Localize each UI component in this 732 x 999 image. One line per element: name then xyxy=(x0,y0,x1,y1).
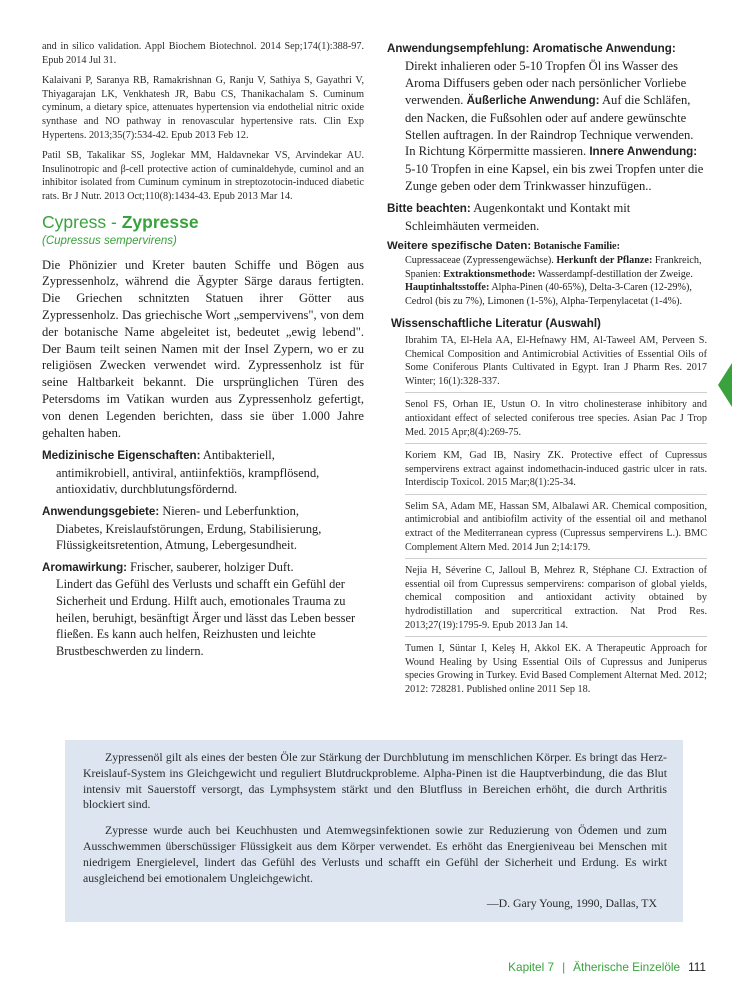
data-value: Frankreich, Spanien: xyxy=(405,254,702,280)
literature-item: Nejia H, Séverine C, Jalloul B, Mehrez R, Stéphane CJ. Extraction of essential oil from Cupressus sempervirens: comparison of global yields, chemical composition and antioxidant activity obtained by hydrodistillation and supercritical extraction. Nat Prod Res. 2013;27(19):1795-9. Epub 2013 Jan 14. xyxy=(405,564,707,637)
footer-chapter: Kapitel 7 xyxy=(508,960,555,974)
subsection-label: Äußerliche Anwendung: xyxy=(466,93,600,107)
subsection-label: Aromatische Anwendung: xyxy=(532,42,676,55)
section-text: Lindert das Gefühl des Verlusts und schafft ein Gefühl der Sicherheit und Erdung. Hilft auch, emotionales Trauma zu heilen, beruhigt, besänftigt Ärger und lässt das Leben besser fließen. Es kann auch helfen, Reizhusten und leichte Brustbeschwerden zu lindern. xyxy=(56,577,356,658)
section-label: Anwendungsgebiete: xyxy=(42,505,160,519)
subsection-label: Innere Anwendung: xyxy=(589,145,698,159)
oil-title-german: Zypresse xyxy=(121,211,199,232)
oil-title-english: Cypress - xyxy=(42,211,122,232)
section-label: Aromawirkung: xyxy=(42,560,128,574)
literature-item: Ibrahim TA, El-Hela AA, El-Hefnawy HM, Al-Taweel AM, Perveen S. Chemical Composition and Antimicrobial Activities of Essential Oils of Some Coniferous Plants Cultivated in Egypt. Iran J Pharm Res. 2017 Winter; 16(1):328-337. xyxy=(405,334,707,393)
section-text-first: Nieren- und Leberfunktion, xyxy=(159,504,299,519)
data-value: Wasserdampf-destillation der Zweige. xyxy=(537,268,693,280)
literature-heading: Wissenschaftliche Literatur (Auswahl) xyxy=(391,316,601,330)
quote-attribution: —D. Gary Young, 1990, Dallas, TX xyxy=(486,896,657,911)
data-label: Botanische Familie: xyxy=(533,240,620,252)
quote-box xyxy=(65,740,683,922)
reference-item: Patil SB, Takalikar SS, Joglekar MM, Haldavnekar VS, Arvindekar AU. Insulinotropic and β-cell protective action of cuminaldehyde, cuminol and an inhibitor isolated from Cuminum cyminum in streptozotocin-induced diabetic rats. Br J Nutr. 2013 Oct;110(8):1434-43. Epub 2013 Mar 14. xyxy=(42,150,364,202)
section-usage-recommendation xyxy=(387,40,707,195)
oil-title xyxy=(42,212,364,233)
section-label: Anwendungsempfehlung: xyxy=(387,42,530,55)
section-label: Weitere spezifische Daten: xyxy=(387,239,532,252)
literature-item: Tumen I, Süntar I, Keleş H, Akkol EK. A Therapeutic Approach for Wound Healing by Using Essential Oils of Cupressus and Juniperus species Growing in Turkey. Evid Based Complement Alternat Med. 2012; 2012: 728281. Published online 2011 Sep 18. xyxy=(405,643,707,696)
reference-item: Kalaivani P, Saranya RB, Ramakrishnan G, Ranju V, Sathiya S, Gayathri V, Thiyagarajan LK, Venkhatesh JR, Babu CS, Thanikachalam S. Cuminum cyminum, a dietary spice, attenuates hypertension via endothelial nitric oxide synthase and NO pathway in renovascular hypertensive rats. Clin Exp Hypertens. 2013;35(7):534-42. Epub 2013 Feb 12. xyxy=(42,75,364,141)
literature-item: Selim SA, Adam ME, Hassan SM, Albalawi AR. Chemical composition, antimicrobial and antibiofilm activity of the essential oil and methanol extract of the Mediterranean cypress (Cupressus sempervirens L.). BMC Complement Altern Med. 2014 Jun 2;14:179. xyxy=(405,500,707,559)
usage-topical-text: Auf die Schläfen, den Nacken, die Fußsohlen oder auf andere gewünschte Stellen auftragen. In der Raindrop Technique verwenden. In Richtung Körpermitte massieren. xyxy=(405,92,694,159)
usage-internal-text: 5-10 Tropfen in eine Kapsel, ein bis zwei Tropfen unter die Zunge geben oder dem Trinkwasser hinzufügen.. xyxy=(405,162,704,194)
caution-text: Schleimhäuten vermeiden. xyxy=(405,219,540,234)
section-text: antimikrobiell, antiviral, antiinfektiös, krampflösend, antioxidativ, durchblutungsfördernd. xyxy=(56,465,320,497)
literature-list xyxy=(387,334,707,701)
section-medical-properties xyxy=(42,447,364,498)
section-text-first: Antibakteriell, xyxy=(200,448,275,463)
usage-text xyxy=(387,58,707,195)
footer-section: Ätherische Einzelöle xyxy=(573,960,681,974)
footer-separator: | xyxy=(562,960,566,974)
section-label: Bitte beachten: xyxy=(387,202,471,216)
caution-text-first: Augenkontakt und Kontakt mit xyxy=(470,201,631,216)
section-application-areas xyxy=(42,503,364,554)
chapter-tab-marker xyxy=(718,363,732,407)
page-footer xyxy=(508,960,706,974)
data-label: Extraktionsmethode: xyxy=(443,268,536,280)
data-label: Herkunft der Pflanze: xyxy=(556,254,653,266)
section-caution xyxy=(387,200,707,235)
data-value: Cupressaceae (Zypressengewächse). xyxy=(405,254,554,266)
section-aroma-effect xyxy=(42,559,364,660)
literature-item: Koriem KM, Gad IB, Nasiry ZK. Protective effect of Cupressus sempervirens extract against indomethacin-induced gastric ulcer in rats. Interdiscip Toxicol. 2015 Mar;8(1):25-34. xyxy=(405,449,707,495)
botanical-name: (Cupressus sempervirens) xyxy=(42,234,177,247)
quote-paragraph: Zypressenöl gilt als eines der besten Öle zur Stärkung der Durchblutung im menschlichen Körper. Es bringt das Herz-Kreislauf-System ins Gleichgewicht und reguliert Blutdruckprobleme. Alpha-Pinen ist die Hauptverbindung, die das Blut intensiv mit Sauerstoff versorgt, das Lymphsystem stärkt und den Blutfluss in Bereichen erhöht, die durch Arthritis blockiert sind. xyxy=(83,750,667,812)
literature-item: Senol FS, Orhan IE, Ustun O. In vitro cholinesterase inhibitory and antioxidant effect of selected coniferous tree species. Asian Pac J Trop Med. 2015 Apr;8(4):269-75. xyxy=(405,398,707,444)
page-number: 111 xyxy=(688,960,706,974)
section-specific-data xyxy=(387,240,707,309)
quote-paragraph: Zypresse wurde auch bei Keuchhusten und Atemwegsinfektionen sowie zur Reduzierung von Ödemen und zum Ausschwemmen überschüssiger Flüssigkeit aus dem Körper verwendet. Es erhöht das Energieniveau bei Menschen mit niedrigem Energielevel, lindert das Gefühl des Verlusts und schafft ein Gefühl der Sicherheit und Erdung. Es wirkt ausgleichend bei emotionalem Ungleichgewicht. xyxy=(83,823,667,885)
intro-paragraph: Die Phönizier und Kreter bauten Schiffe und Bögen aus Zypressenholz, während die Ägypter Särge daraus fertigten. Die Griechen schnitzten Statuen ihrer Götter aus Zypressenholz. Das griechische Wort „sempervivens", von dem der botanische Name abgeleitet ist, bedeutet „ewig lebend". Der Baum teilt seinen Namen mit der Insel Zypern, wo er zu religiösen Zwecken verwendet wird. Zypressenholz ist für seine Haltbarkeit bekannt. Die ursprünglichen Türen des Petersdoms im Vatikan wurden aus Zypressenholz gefertigt, von denen Legenden berichten, dass sie über 1.000 Jahre gehalten haben. xyxy=(42,257,364,440)
data-label: Hauptinhaltsstoffe: xyxy=(405,282,490,294)
left-column xyxy=(42,40,364,664)
right-column xyxy=(387,40,707,706)
section-text: Diabetes, Kreislaufstörungen, Erdung, Stabilisierung, Flüssigkeitsretention, Atmung, Lebergesundheit. xyxy=(56,521,322,553)
usage-aromatic-text: Direkt inhalieren oder 5-10 Tropfen Öl ins Wasser des Aroma Diffusers geben oder nach persönlicher Vorliebe verwenden. xyxy=(405,58,687,107)
specific-data-text xyxy=(387,254,707,309)
reference-item: and in silico validation. Appl Biochem Biotechnol. 2014 Sep;174(1):388-97. Epub 2014 Jul 31. xyxy=(42,41,364,66)
data-value: Alpha-Pinen (40-65%), Delta-3-Caren (12-29%), Cedrol (bis zu 7%), Limonen (1-5%), Alpha-Terpenylacetat (1-4%). xyxy=(405,282,692,308)
section-text-first: Frischer, sauberer, holziger Duft. xyxy=(127,559,294,574)
section-label: Medizinische Eigenschaften: xyxy=(42,449,201,463)
